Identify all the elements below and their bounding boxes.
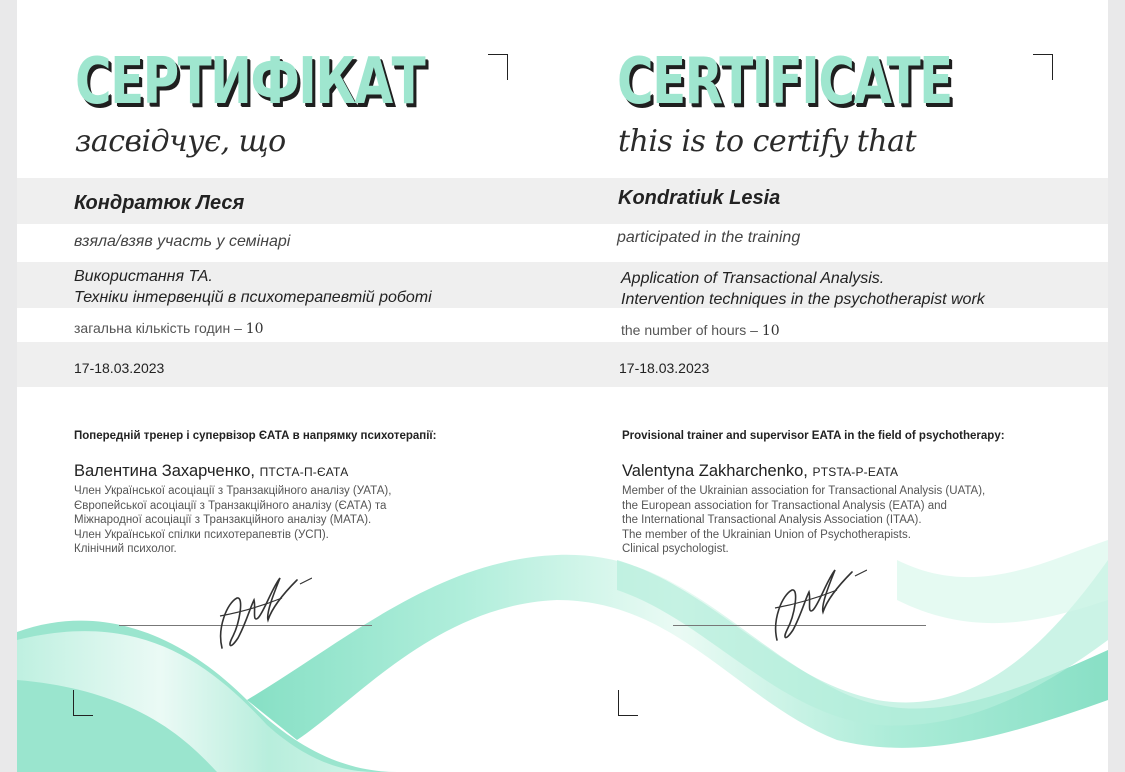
corner-mark [618,690,638,716]
certificate-title-en: CERTIFICATE [617,45,952,119]
signature-ua [202,568,312,658]
hours-value: 10 [761,323,780,339]
course-line-1: Application of Transactional Analysis. [621,270,885,287]
credentials-ua [74,484,391,557]
trainer-title-ua: Попередній тренер і супервізор ЄАТА в напрямку психотерапії: [74,430,437,442]
credential-line: the European association for Transactional Analysis (EATA) and [622,499,947,512]
hours-value: 10 [245,321,264,337]
credential-line: The member of the Ukrainian Union of Psychotherapists. [622,528,911,541]
hours-en [621,322,780,339]
corner-mark [73,690,93,716]
participated-text-en: participated in the training [617,229,801,246]
recipient-name-ua: Кондратюк Леся [74,192,245,214]
signature-en [757,560,867,650]
course-line-2: Intervention techniques in the psychotherapist work [621,291,985,308]
trainer-title-en: Provisional trainer and supervisor EATA in the field of psychotherapy: [622,430,1005,442]
certificate-title-ua: СЕРТИФІКАТ [75,45,425,119]
trainer-name-en [622,462,898,481]
course-line-1: Використання ТА. [74,268,213,285]
subtitle-en: this is to certify that [618,124,917,159]
corner-mark [488,54,508,80]
subtitle-ua: засвідчує, що [75,124,286,159]
hours-ua [74,320,264,337]
trainer-suffix: PTSTA-P-EATA [812,465,899,479]
trainer-name: Valentyna Zakharchenko, [622,462,808,480]
certificate-sheet [17,0,1108,772]
date-en: 17-18.03.2023 [619,360,710,376]
hours-label: the number of hours – [621,322,758,338]
credential-line: Міжнародної асоціації з Транзакційного аналізу (МАТА). [74,514,372,526]
credential-line: Clinical psychologist. [622,543,729,555]
recipient-name-en: Kondratiuk Lesia [618,187,781,209]
participated-text-ua: взяла/взяв участь у семінарі [74,233,291,250]
course-line-2: Техніки інтервенцій в психотерапевтій роботі [74,289,432,306]
trainer-name-ua [74,462,348,481]
credential-line: Член Української асоціації з Транзакційного аналізу (УАТА), [74,485,392,497]
date-ua: 17-18.03.2023 [74,360,165,376]
hours-label: загальна кількість годин – [74,320,242,336]
course-title-en [621,268,985,310]
credential-line: Європейської асоціації з Транзакційного аналізу (ЄАТА) та [74,499,387,512]
credentials-en [622,484,985,557]
credential-line: the International Transactional Analysis Association (ITAA). [622,514,922,526]
trainer-name: Валентина Захарченко, [74,462,255,480]
credential-line: Член Української спілки психотерапевтів (УСП). [74,528,329,541]
corner-mark [1033,54,1053,80]
credential-line: Клінічний психолог. [74,543,177,555]
course-title-ua [74,266,432,308]
credential-line: Member of the Ukrainian association for Transactional Analysis (UATA), [622,485,986,497]
trainer-suffix: ПТСТА-П-ЄАТА [259,465,349,479]
date-band [17,342,1108,387]
